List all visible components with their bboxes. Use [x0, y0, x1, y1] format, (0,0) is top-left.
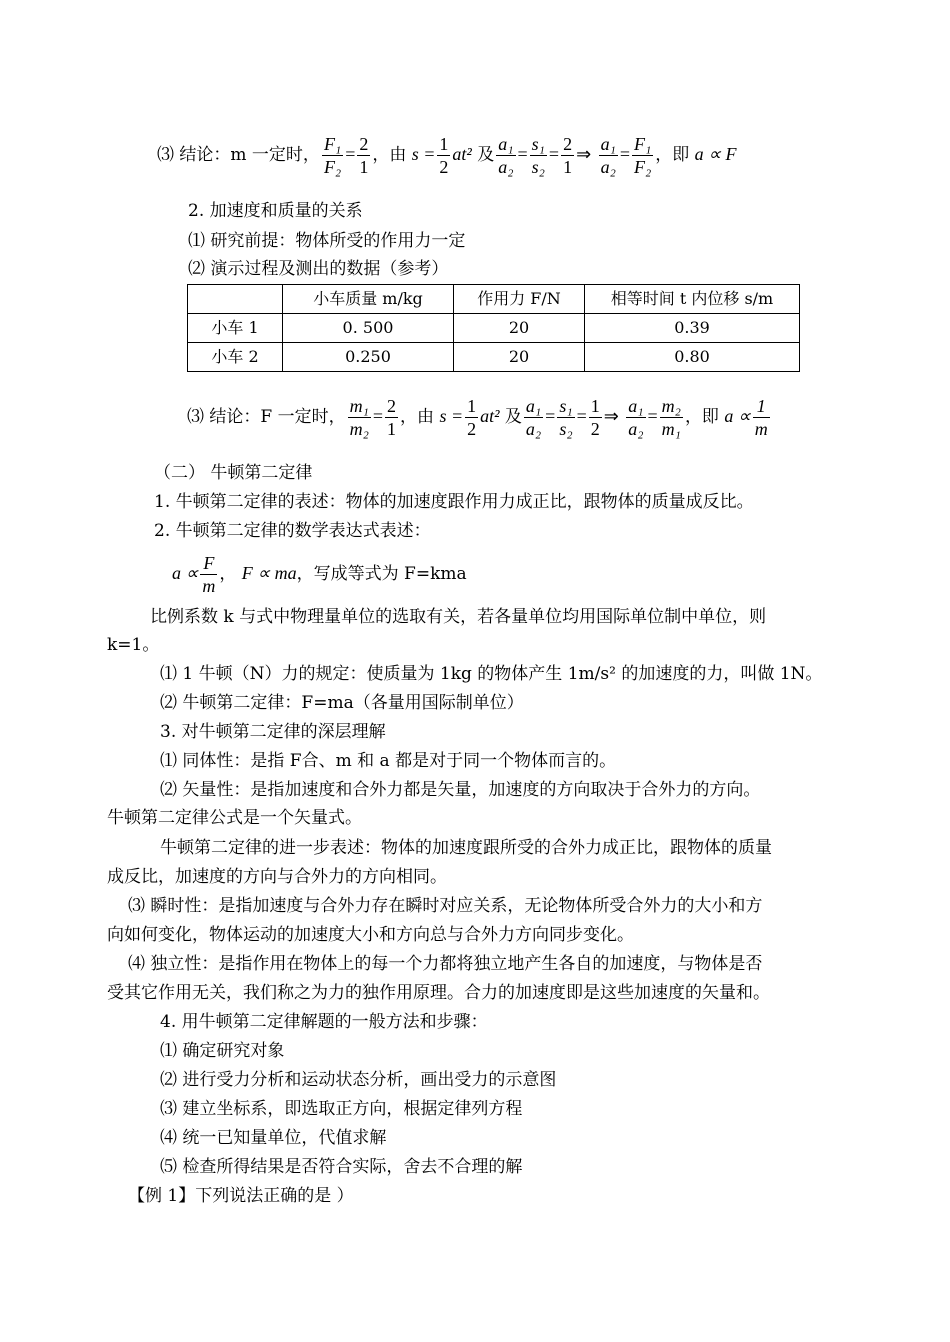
table-cell: 0. 500 — [283, 314, 454, 343]
method-heading: 4. 用牛顿第二定律解题的一般方法和步骤： — [160, 1012, 488, 1032]
fraction-s1-s2: $\frac{\text{s₁}}{\text{s₂}}$ — [531, 134, 545, 177]
research-premise: ⑴ 研究前提：物体所受的作用力一定 — [188, 231, 466, 251]
fraction-half: $\frac{1}{2}$ — [467, 396, 477, 439]
table-cell: 小车 2 — [188, 343, 283, 372]
proportional-formula: a ∝ $\frac{F}{m}$ ， F ∝ ma，写成等式为 F=kma — [172, 553, 467, 596]
further-statement-cont: 成反比，加速度的方向与合外力的方向相同。 — [107, 867, 447, 887]
constant-k-para-cont: k=1。 — [107, 635, 160, 655]
conclusion-prefix: ⑶ 结论：m 一定时， — [157, 145, 320, 165]
deep-understanding-heading: 3. 对牛顿第二定律的深层理解 — [160, 722, 386, 742]
table-row — [188, 343, 800, 372]
fraction-F-m: $\frac{F}{m}$ — [202, 553, 216, 596]
instant-property-cont: 向如何变化，物体运动的加速度大小和方向总与合外力方向同步变化。 — [107, 925, 634, 945]
fraction-F1-F2: $\frac{\text{F₁}}{\text{F₂}}$ — [323, 134, 342, 177]
math-expression-heading: 2. 牛顿第二定律的数学表达式表述： — [154, 521, 431, 541]
fraction-half: $\frac{1}{2}$ — [439, 134, 449, 177]
same-body-property: ⑴ 同体性：是指 F合、m 和 a 都是对于同一个物体而言的。 — [160, 751, 617, 771]
fraction-a1-a2: $\frac{\text{a₁}}{\text{a₂}}$ — [498, 134, 514, 177]
constant-k-para: 比例系数 k 与式中物理量单位的选取有关，若各量单位均用国际单位制中单位，则 — [150, 607, 767, 627]
conclusion-F-fixed: ⑶ 结论：F 一定时， $\frac{\text{m₁}}{\text{m₂}}$ = $\frac{2}{1}$ ，由 s = $\frac{1}{2}$ at² 及 $\frac{\text{a₁}}{\text{a₂}}$ = $\frac{\text{s₁}}{\text{s₂}}$ = $\frac{1}{2}$ ⇒ $\frac{\text{a₁}}{\text{a₂}}$ = $\frac{\text{m₂}}{\text{m₁}}$ ，即 a ∝ $\frac{1}{m}$ — [187, 396, 768, 439]
fraction-a1-a2: $\frac{\text{a₁}}{\text{a₂}}$ — [525, 396, 542, 439]
newton-unit-definition: ⑴ 1 牛顿（N）力的规定：使质量为 1kg 的物体产生 1m/s² 的加速度的力，叫做 1N。 — [160, 664, 823, 684]
law-statement: 1. 牛顿第二定律的表述：物体的加速度跟作用力成正比，跟物体的质量成反比。 — [154, 492, 754, 512]
table-header-cell: 相等时间 t 内位移 s/m — [585, 285, 800, 314]
fraction-s1-s2: $\frac{\text{s₁}}{\text{s₂}}$ — [559, 396, 573, 439]
fraction-1-m: $\frac{1}{m}$ — [754, 396, 768, 439]
table-row — [188, 314, 800, 343]
vector-property: ⑵ 矢量性：是指加速度和合外力都是矢量，加速度的方向取决于合外力的方向。 — [160, 780, 761, 800]
instant-property: ⑶ 瞬时性：是指加速度与合外力存在瞬时对应关系，无论物体所受合外力的大小和方 — [128, 896, 763, 916]
step-item: ⑸ 检查所得结果是否符合实际，舍去不合理的解 — [160, 1157, 523, 1177]
demo-process: ⑵ 演示过程及测出的数据（参考） — [188, 259, 449, 279]
table-cell: 小车 1 — [188, 314, 283, 343]
independence-property-cont: 受其它作用无关，我们称之为力的独作用原理。合力的加速度即是这些加速度的矢量和。 — [107, 983, 770, 1003]
table-header-row — [188, 285, 800, 314]
heading-accel-mass: 2. 加速度和质量的关系 — [188, 201, 363, 221]
table-cell: 0.250 — [283, 343, 454, 372]
step-item: ⑴ 确定研究对象 — [160, 1041, 285, 1061]
step-item: ⑶ 建立坐标系，即选取正方向，根据定律列方程 — [160, 1099, 523, 1119]
table-cell: 0.80 — [585, 343, 800, 372]
fraction-m1-m2: $\frac{\text{m₁}}{\text{m₂}}$ — [349, 396, 369, 439]
conclusion-m-fixed: ⑶ 结论：m 一定时， $\frac{\text{F₁}}{\text{F₂}}$ = $\frac{2}{1}$ ，由 s = $\frac{1}{2}$ at² 及 $\frac{\text{a₁}}{\text{a₂}}$ = $\frac{\text{s₁}}{\text{s₂}}$ = $\frac{2}{1}$ ⇒ $\frac{\text{a₁}}{\text{a₂}}$ = $\frac{\text{F₁}}{\text{F₂}}$ ，即 a ∝ F — [157, 134, 737, 177]
section-title-newton2: （二） 牛顿第二定律 — [154, 463, 313, 483]
example-1: 【例 1】下列说法正确的是 ） — [128, 1186, 354, 1206]
fraction-a1-a2b: $\frac{\text{a₁}}{\text{a₂}}$ — [628, 396, 644, 439]
result-a-prop-F: a ∝ F — [694, 144, 737, 164]
fraction-2-1b: $\frac{2}{1}$ — [563, 134, 573, 177]
further-statement: 牛顿第二定律的进一步表述：物体的加速度跟所受的合外力成正比，跟物体的质量 — [160, 838, 772, 858]
table-cell: 20 — [454, 343, 585, 372]
fraction-a1-a2b: $\frac{\text{a₁}}{\text{a₂}}$ — [600, 134, 616, 177]
table-header-cell: 作用力 F/N — [454, 285, 585, 314]
data-table — [187, 284, 800, 372]
fraction-2-1: $\frac{2}{1}$ — [359, 134, 369, 177]
fraction-1-2: $\frac{1}{2}$ — [590, 396, 600, 439]
law-formula: ⑵ 牛顿第二定律：F=ma（各量用国际制单位） — [160, 693, 524, 713]
fraction-F1-F2b: $\frac{\text{F₁}}{\text{F₂}}$ — [634, 134, 652, 177]
vector-property-cont: 牛顿第二定律公式是一个矢量式。 — [107, 808, 362, 828]
table-header-cell — [188, 285, 283, 314]
step-item: ⑷ 统一已知量单位，代值求解 — [160, 1128, 387, 1148]
step-item: ⑵ 进行受力分析和运动状态分析，画出受力的示意图 — [160, 1070, 557, 1090]
fraction-2-1: $\frac{2}{1}$ — [387, 396, 397, 439]
table-header-cell: 小车质量 m/kg — [283, 285, 454, 314]
independence-property: ⑷ 独立性：是指作用在物体上的每一个力都将独立地产生各自的加速度，与物体是否 — [128, 954, 763, 974]
table-cell: 20 — [454, 314, 585, 343]
table-cell: 0.39 — [585, 314, 800, 343]
fraction-m2-m1: $\frac{\text{m₂}}{\text{m₁}}$ — [661, 396, 681, 439]
